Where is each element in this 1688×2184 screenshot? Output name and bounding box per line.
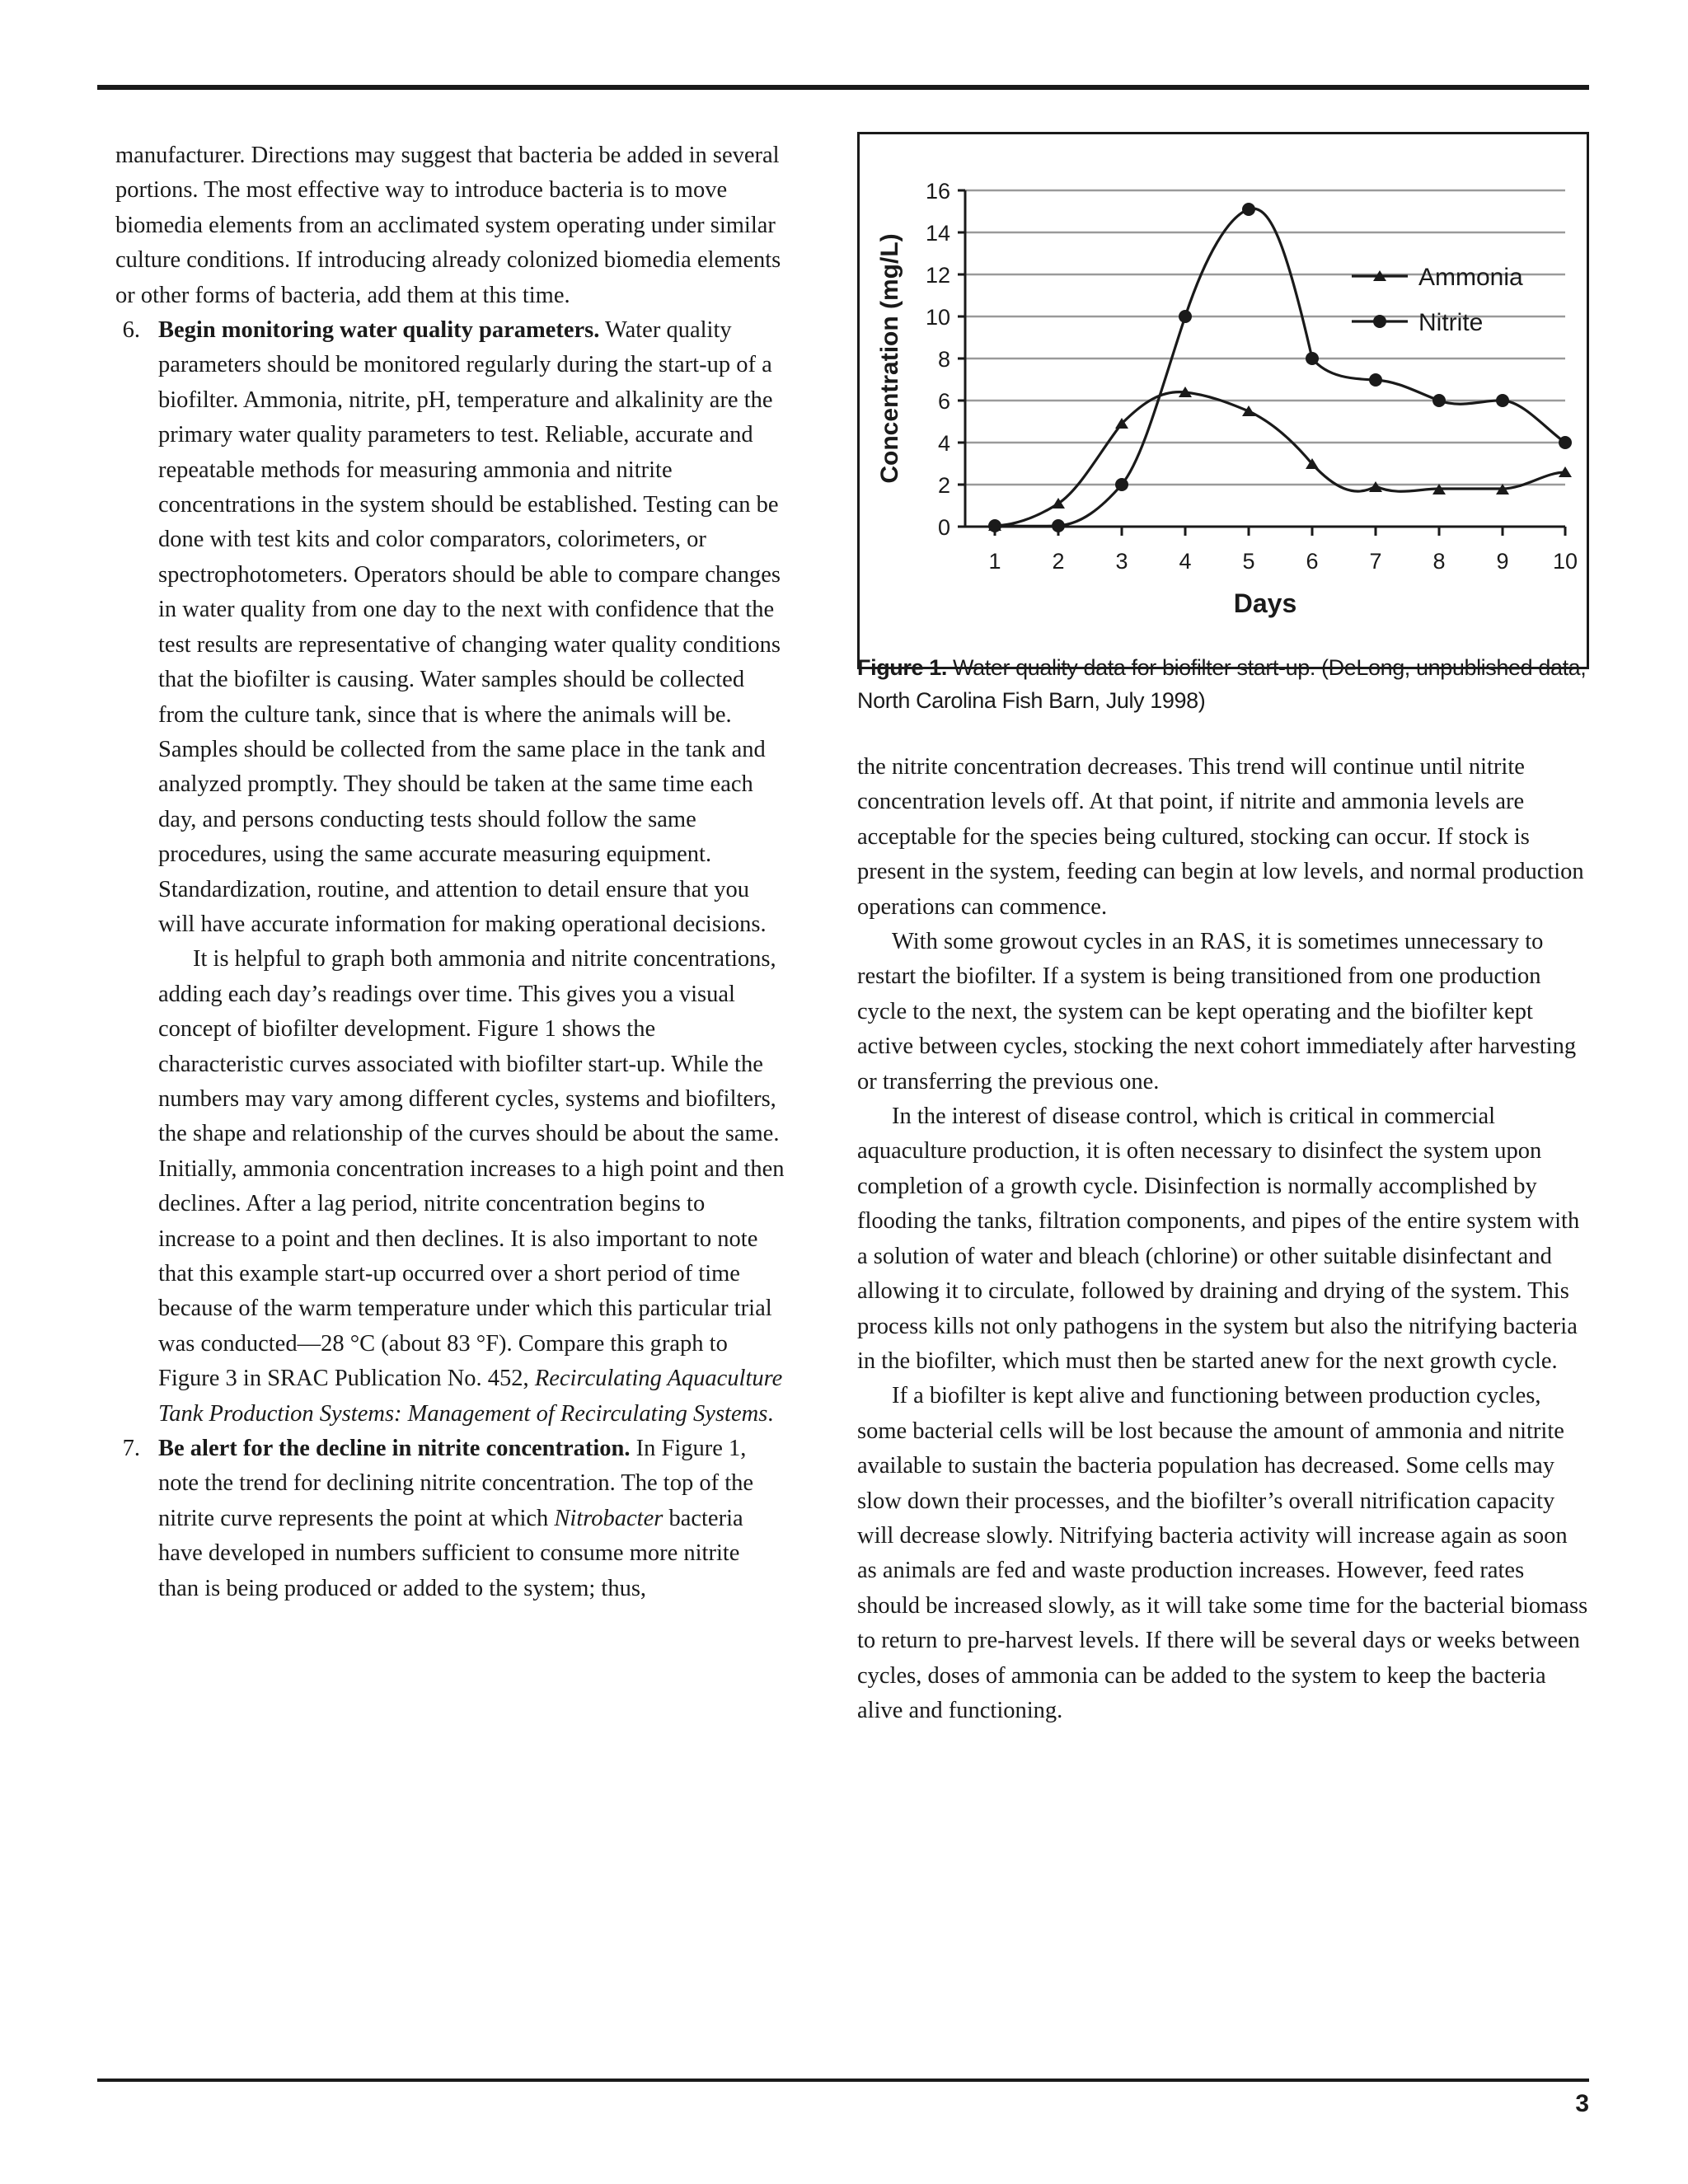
legend-nitrite-label: Nitrite: [1418, 309, 1484, 336]
figure-caption-text: Water quality data for biofilter start-up. (DeLong, unpublished data, North Carolina Fish Barn, July 1998): [857, 655, 1587, 713]
list-6-para2-part1: It is helpful to graph both ammonia and nitrite concentrations, adding each day’s readings over time. This gives you a visual concept of biofilter development. Figure 1 shows the characteristic curves associated with biofilter start-up. While the numbers may vary among different cycles, systems and biofilters, the shape and relationship of the curves should be about the same. Initially, ammonia concentration increases to a high point and then declines. After a lag period, nitrite concentration begins to increase to a point and then declines. It is also important to note that this example start-up occurred over a short period of time because of the warm temperature under which this particular trial was conducted—28 °C (about 83 °F). Compare this graph to Figure 3 in SRAC Publication No. 452,: [158, 946, 785, 1392]
y-tick-10: 10: [925, 305, 950, 330]
list-6-lead: Begin monitoring water quality parameters.: [158, 317, 600, 344]
x-tick-7: 7: [1369, 549, 1382, 574]
nitrite-markers: [988, 203, 1572, 532]
chart-x-tick-labels: [988, 549, 1578, 574]
y-tick-16: 16: [925, 179, 950, 204]
x-tick-9: 9: [1496, 549, 1509, 574]
list-7-text-italic-genus: Nitrobacter: [554, 1505, 663, 1531]
list-7-paragraph: [158, 1432, 785, 1606]
x-tick-4: 4: [1179, 549, 1192, 574]
left-column: [115, 138, 785, 1606]
list-number-7: 7.: [122, 1436, 140, 1462]
y-tick-12: 12: [925, 263, 950, 288]
ammonia-markers: [988, 387, 1572, 531]
nitrite-series-line: [995, 209, 1565, 526]
x-tick-6: 6: [1306, 549, 1319, 574]
y-tick-14: 14: [925, 221, 950, 246]
list-6-second-paragraph: [158, 942, 785, 1432]
y-tick-2: 2: [937, 473, 950, 498]
x-tick-5: 5: [1242, 549, 1255, 574]
x-tick-3: 3: [1115, 549, 1128, 574]
x-tick-8: 8: [1432, 549, 1446, 574]
right-column: [857, 750, 1589, 1728]
numbered-list-item-6: [115, 313, 785, 1432]
list-number-6: 6.: [122, 317, 140, 344]
ammonia-series-line: [995, 392, 1565, 526]
legend-ammonia-label: Ammonia: [1418, 264, 1523, 291]
chart-y-axis-label: Concentration (mg/L): [876, 233, 903, 484]
chart-gridlines: [965, 190, 1565, 485]
y-tick-0: 0: [937, 515, 950, 540]
list-body-7: [158, 1432, 785, 1606]
right-paragraph-1: the nitrite concentration decreases. This trend will continue until nitrite concentration levels off. At that point, if nitrite and ammonia levels are acceptable for the species being cultured, stocking can occur. If stock is present in the system, feeding can begin at low levels, and normal production operations can commence.: [857, 754, 1584, 920]
x-tick-1: 1: [988, 549, 1001, 574]
water-quality-line-chart: [860, 134, 1592, 672]
right-paragraph-3: In the interest of disease control, which is critical in commercial aquaculture production, it is often necessary to disinfect the system upon completion of a growth cycle. Disinfection is normally accomplished by flooding the tanks, filtration components, and pipes of the entire system with a solution of water and bleach (chlorine) or other suitable disinfectant and allowing it to circulate, followed by draining and drying of the system. This process kills not only pathogens in the system but also the nitrifying bacteria in the biofilter, which must then be started anew for the next growth cycle.: [857, 1104, 1580, 1374]
y-tick-6: 6: [937, 389, 950, 414]
numbered-list-item-7: [115, 1432, 785, 1606]
figure-1-box: [857, 132, 1589, 669]
figure-caption-label: Figure 1.: [857, 655, 947, 680]
footer-rule: [97, 2079, 1589, 2082]
x-tick-10: 10: [1552, 549, 1578, 574]
paragraph-continuation: manufacturer. Directions may suggest that bacteria be added in several portions. The most effective way to introduce bacteria is to move biomedia elements from an acclimated system operating under similar culture conditions. If introducing already colonized biomedia elements or other forms of bacteria, add them at this time.: [115, 143, 781, 308]
list-6-first-paragraph: [158, 313, 785, 942]
list-6-para2-part2: .: [767, 1400, 774, 1427]
page-number: 3: [1575, 2090, 1589, 2117]
right-paragraph-4: If a biofilter is kept alive and functioning between production cycles, some bacterial cells will be lost because the amount of ammonia and nitrite available to sustain the bacteria population has decreased. Some cells may slow down their processes, and the biofilter’s overall nitrification capacity will decrease slowly. Nitrifying bacteria activity will increase again as soon as animals are fed and waste production increases. However, feed rates should be increased slowly, as it will take some time for the bacterial biomass to return to pre-harvest levels. If there will be several days or weeks between cycles, doses of ammonia can be added to the system to keep the bacteria alive and functioning.: [857, 1383, 1588, 1723]
chart-legend: [1352, 264, 1523, 336]
right-paragraph-2: With some growout cycles in an RAS, it is sometimes unnecessary to restart the biofilter. If a system is being transitioned from one production cycle to the next, the system can be kept operating and the biofilter kept active between cycles, stocking the next cohort immediately after harvesting or transferring the previous one.: [857, 929, 1577, 1094]
legend-nitrite-marker: [1373, 315, 1386, 328]
figure-container: [857, 132, 1589, 669]
list-7-text-part1: In Figure 1, note the trend for declining nitrite concentration. The top of the nitrite curve represents the point at which: [158, 1436, 754, 1531]
header-rule: [97, 85, 1589, 90]
x-tick-2: 2: [1052, 549, 1065, 574]
chart-x-axis-label: Days: [1233, 588, 1297, 618]
list-7-text-part2: bacteria have developed in numbers sufficient to consume more nitrite than is being produced or added to the system; thus,: [158, 1505, 743, 1601]
list-6-text: Water quality parameters should be monitored regularly during the start-up of a biofilter. Ammonia, nitrite, pH, temperature and alkalinity are the primary water quality parameters to test. Reliable, accurate and repeatable methods for measuring ammonia and nitrite concentrations in the system should be established. Testing can be done with test kits and color comparators, colorimeters, or spectrophotometers. Operators should be able to compare changes in water quality from one day to the next with confidence that the test results are representative of changing water quality conditions that the biofilter is causing. Water samples should be collected from the culture tank, since that is where the animals will be. Samples should be collected from the same place in the tank and analyzed promptly. They should be taken at the same time each day, and persons conducting tests should follow the same procedures, using the same accurate measuring equipment. Standardization, routine, and attention to detail ensure that you will have accurate information for making operational decisions.: [158, 317, 781, 937]
figure-1-caption: [857, 651, 1591, 717]
chart-y-tick-labels: [926, 179, 950, 540]
list-body-6: [158, 313, 785, 1432]
y-tick-8: 8: [937, 347, 950, 372]
list-6-para2-italic-title: Recirculating Aquaculture Tank Production Systems: Management of Recirculating Systems: [158, 1366, 783, 1427]
y-tick-4: 4: [937, 431, 950, 456]
list-7-lead: Be alert for the decline in nitrite concentration.: [158, 1436, 631, 1462]
chart-x-ticks: [995, 527, 1565, 536]
